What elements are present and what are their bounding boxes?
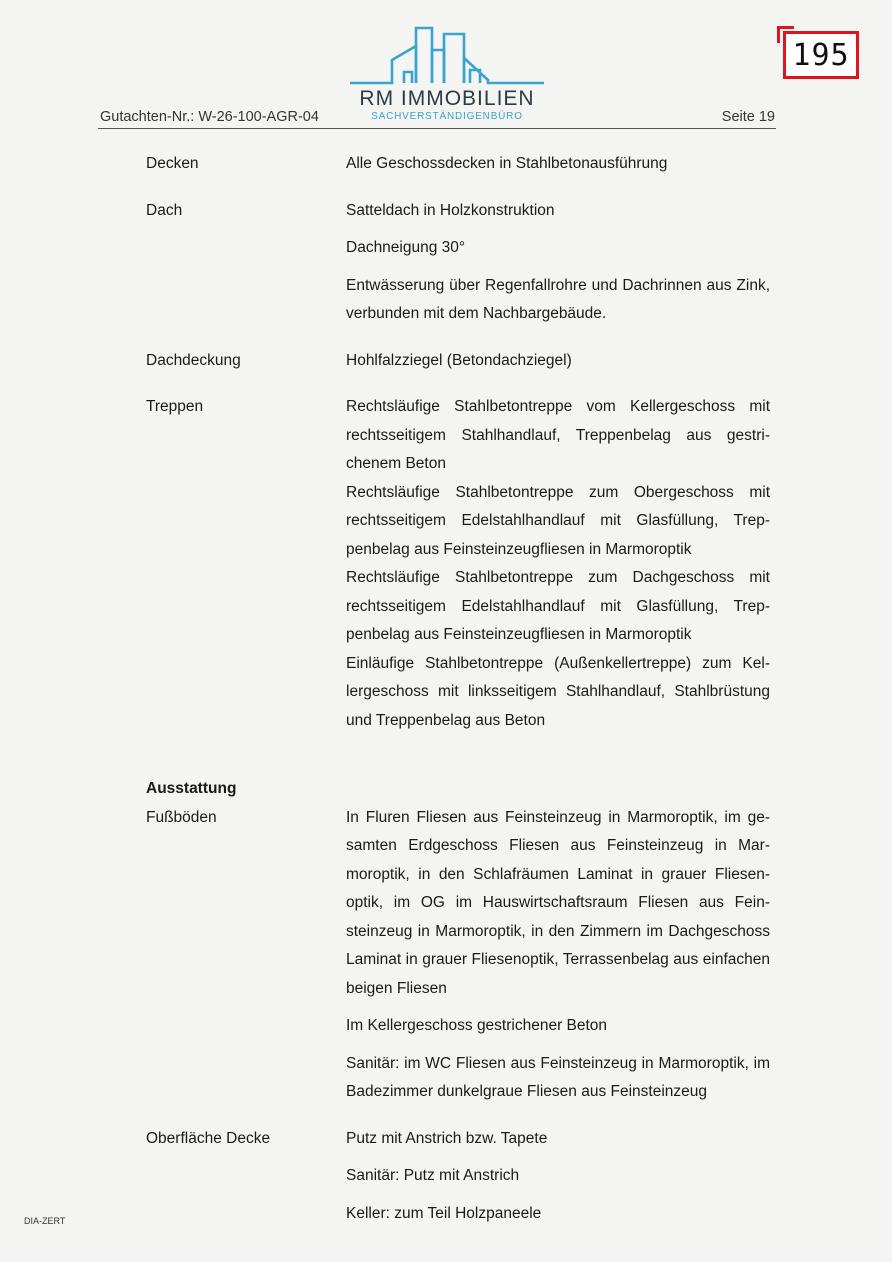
paragraph: Einläufige Stahlbetontreppe (Außenkellertreppe) zum Kellergeschoss mit linksseitigem Stahlhandlauf, Stahlbrüstung und Treppenbelag aus Beton [346, 654, 770, 729]
paragraph: Hohlfalzziegel (Betondachziegel) [346, 351, 572, 369]
page-number-badge-text: 195 [792, 37, 850, 73]
document-body [146, 150, 770, 1246]
page-label: Seite 19 [721, 109, 775, 125]
building-skyline-icon [348, 20, 546, 90]
logo-title: RM IMMOBILIEN [359, 87, 535, 110]
footer-mark: DIA-ZERT [24, 1216, 66, 1226]
section-value [346, 150, 770, 188]
section-oberflaeche-decke [146, 1125, 770, 1238]
logo-subtitle: SACHVERSTÄNDIGENBÜRO [371, 111, 523, 122]
paragraph: Sanitär: Putz mit Anstrich [346, 1167, 520, 1184]
report-number: Gutachten-Nr.: W-26-100-AGR-04 [100, 109, 319, 125]
paragraph: Satteldach in Holzkonstruktion [346, 201, 555, 219]
section-value [346, 197, 770, 338]
section-label: Fußböden [146, 808, 217, 826]
section-dach [146, 197, 770, 338]
paragraph: Rechtsläufige Stahlbetontreppe zum Obergeschoss mit rechtsseitigem Edelstahlhandlauf mit Glasfüllung, Treppenbelag aus Feinsteinzeugfliesen in Marmoroptik [346, 483, 770, 558]
section-label: Oberfläche Decke [146, 1129, 271, 1147]
section-value [346, 804, 770, 1116]
section-fussboeden [146, 804, 770, 1116]
page-number-badge [783, 31, 859, 79]
company-logo [348, 20, 546, 132]
paragraph: Entwässerung über Regenfallrohre und Dachrinnen aus Zink, verbunden mit dem Nachbargebäude. [346, 276, 770, 322]
paragraph: Im Kellergeschoss gestrichener Beton [346, 1017, 608, 1034]
section-value [346, 393, 770, 735]
paragraph: In Fluren Fliesen aus Feinsteinzeug in Marmoroptik, im gesamten Erdgeschoss Fliesen aus Feinsteinzeug in Marmoroptik, in den Schlafräumen Laminat in grauer Fliesenoptik, im OG im Hauswirtschaftsraum Fliesen aus Feinsteinzeug in Marmoroptik, in den Zimmern im Dachgeschoss Laminat in grauer Fliesenoptik, Terrassenbelag aus einfachen beigen Fliesen [346, 808, 770, 997]
paragraph: Sanitär: im WC Fliesen aus Feinsteinzeug in Marmoroptik, im Badezimmer dunkelgraue Fliesen aus Feinsteinzeug [346, 1054, 770, 1100]
section-value [346, 1125, 770, 1238]
paragraph: Rechtsläufige Stahlbetontreppe zum Dachgeschoss mit rechtsseitigem Edelstahlhandlauf mit Glasfüllung, Treppenbelag aus Feinsteinzeugfliesen in Marmoroptik [346, 569, 770, 643]
section-dachdeckung [146, 347, 770, 385]
section-heading-ausstattung [146, 775, 770, 804]
section-label: Treppen [146, 398, 204, 415]
paragraph: Rechtsläufige Stahlbetontreppe vom Kellergeschoss mit rechtsseitigem Stahlhandlauf, Treppenbelag aus gestrichenem Beton [346, 398, 770, 472]
header-divider [98, 128, 776, 129]
paragraph: Putz mit Anstrich bzw. Tapete [346, 1129, 548, 1147]
section-heading: Ausstattung [146, 780, 237, 797]
section-label: Dachdeckung [146, 351, 241, 369]
paragraph: Dachneigung 30° [346, 239, 466, 256]
section-treppen [146, 393, 770, 735]
section-decken [146, 150, 770, 188]
section-label: Decken [146, 155, 199, 172]
section-value [346, 347, 770, 385]
paragraph: Alle Geschossdecken in Stahlbetonausführung [346, 155, 668, 172]
section-label: Dach [146, 201, 183, 219]
paragraph: Keller: zum Teil Holzpaneele [346, 1204, 542, 1222]
